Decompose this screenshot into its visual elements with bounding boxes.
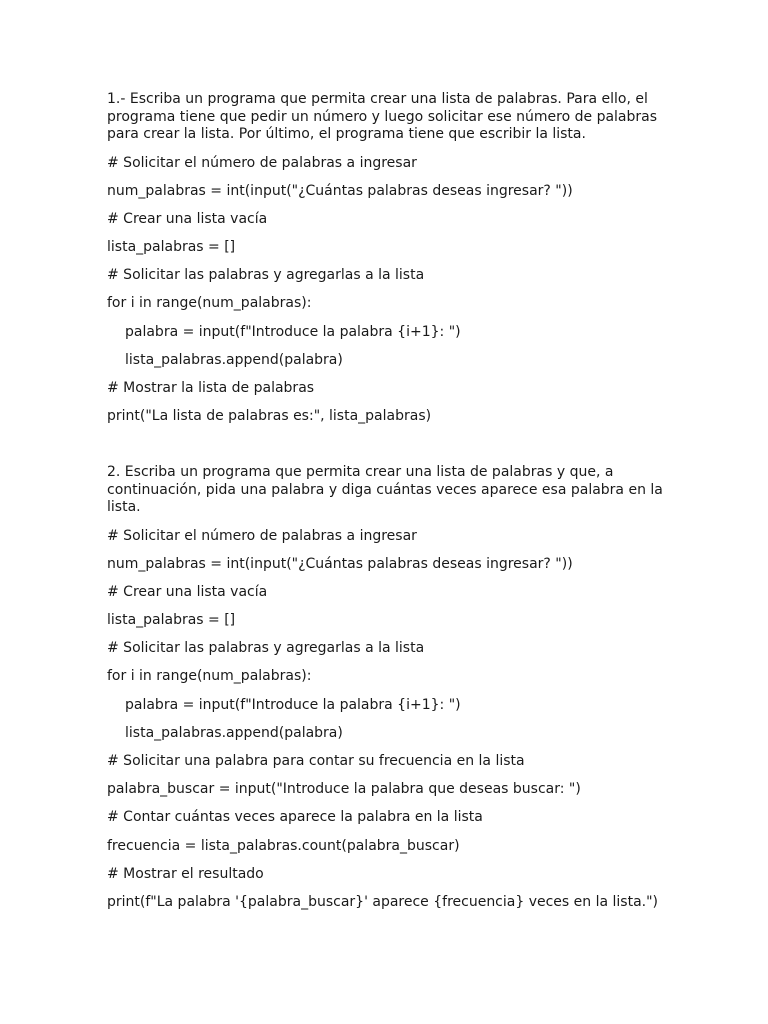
- code-line: num_palabras = int(input("¿Cuántas palabras deseas ingresar? ")): [107, 555, 573, 572]
- code-line: # Solicitar el número de palabras a ingresar: [107, 154, 417, 171]
- code-line: # Solicitar una palabra para contar su frecuencia en la lista: [107, 753, 525, 769]
- code-line: # Mostrar la lista de palabras: [107, 380, 315, 396]
- exercise-1-statement: 1.- Escriba un programa que permita crear una lista de palabras. Para ello, el programa tiene que pedir un número y luego solicitar ese número de palabras para crear la lista. Por último, el programa tiene que escribir la lista.: [107, 91, 662, 142]
- code-line: # Crear una lista vacía: [107, 210, 268, 227]
- code-line: palabra_buscar = input("Introduce la palabra que deseas buscar: "): [107, 781, 581, 798]
- code-line: for i in range(num_palabras):: [107, 295, 312, 312]
- code-line: lista_palabras.append(palabra): [125, 351, 343, 368]
- exercise-1-code: [107, 155, 667, 426]
- code-line: # Solicitar las palabras y agregarlas a la lista: [107, 267, 425, 284]
- code-line: # Crear una lista vacía: [107, 583, 268, 600]
- code-line: print(f"La palabra '{palabra_buscar}' aparece {frecuencia} veces en la lista."): [107, 893, 659, 910]
- exercise-1-section: [107, 91, 667, 436]
- code-line: palabra = input(f"Introduce la palabra {i+1}: "): [125, 323, 461, 340]
- exercise-2-statement: 2. Escriba un programa que permita crear una lista de palabras y que, a continuación, pida una palabra y diga cuántas veces aparece esa palabra en la lista.: [107, 464, 668, 515]
- code-line: # Mostrar el resultado: [107, 865, 264, 882]
- code-line: # Solicitar las palabras y agregarlas a la lista: [107, 640, 425, 657]
- code-line: palabra = input(f"Introduce la palabra {i+1}: "): [125, 696, 461, 713]
- code-line: lista_palabras = []: [107, 612, 236, 629]
- code-line: lista_palabras.append(palabra): [125, 724, 343, 741]
- code-line: # Contar cuántas veces aparece la palabra en la lista: [107, 809, 483, 826]
- code-line: print("La lista de palabras es:", lista_palabras): [107, 408, 432, 425]
- code-line: frecuencia = lista_palabras.count(palabra_buscar): [107, 837, 460, 854]
- code-line: lista_palabras = []: [107, 239, 236, 256]
- code-line: for i in range(num_palabras):: [107, 668, 312, 685]
- code-line: num_palabras = int(input("¿Cuántas palabras deseas ingresar? ")): [107, 182, 573, 199]
- code-line: # Solicitar el número de palabras a ingresar: [107, 527, 417, 544]
- exercise-2-code: [107, 528, 667, 911]
- exercise-2-section: [107, 464, 667, 922]
